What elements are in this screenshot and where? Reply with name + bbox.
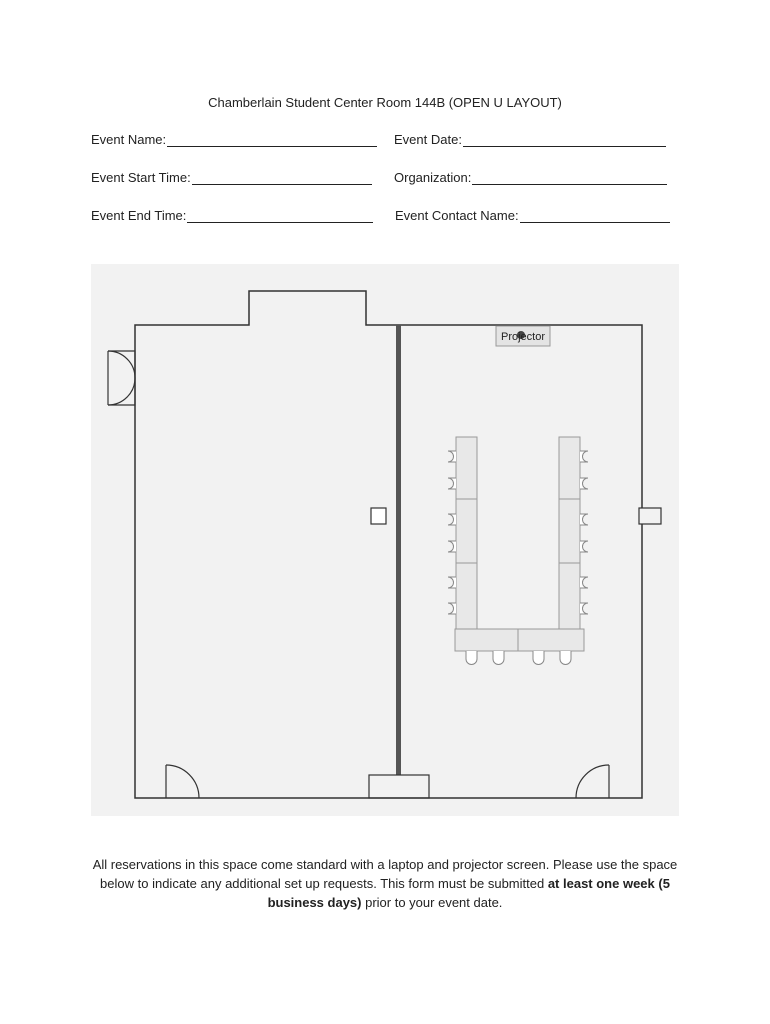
u-layout-tables xyxy=(455,437,584,651)
event-date-label: Event Date: xyxy=(394,132,462,147)
projector-label: Projector xyxy=(500,331,546,343)
note-bold-part: at least one week (5 business days) xyxy=(267,876,670,910)
event-end-time-label: Event End Time: xyxy=(91,208,187,223)
divider-wall xyxy=(396,325,401,775)
reservation-note xyxy=(80,855,690,912)
divider-base-box xyxy=(369,775,429,798)
event-name-label: Event Name: xyxy=(91,132,167,147)
event-contact-name-label: Event Contact Name: xyxy=(395,208,519,223)
event-start-time-label: Event Start Time: xyxy=(91,170,191,185)
organization-label: Organization: xyxy=(394,170,472,185)
note-text-part1: All reservations in this space come standard with a laptop and projector screen. Please use the space below to indicate any additional set up requests. This form must be submitted xyxy=(92,857,678,891)
form-title: Chamberlain Student Center Room 144B (OPEN U LAYOUT) xyxy=(208,95,562,110)
door-left-icon xyxy=(166,765,199,798)
note-text-part2: prior to your event date. xyxy=(361,895,503,910)
double-door-icon xyxy=(108,351,135,405)
door-right-icon xyxy=(576,765,609,798)
wall-box xyxy=(639,508,661,524)
outlet-box xyxy=(371,508,386,524)
